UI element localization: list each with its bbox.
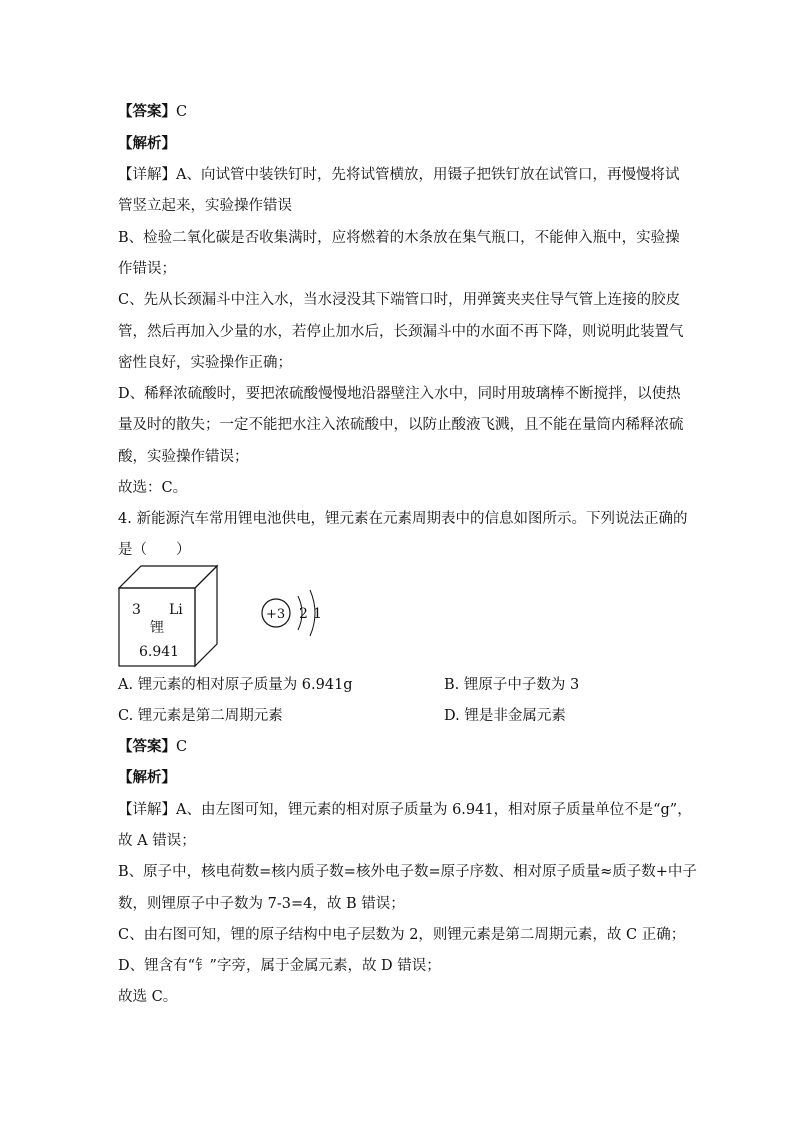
detail2-line: 【详解】A、由左图可知，锂元素的相对原子质量为 6.941，相对原子质量单位不是“g”，: [118, 802, 692, 818]
detail1-line: 【详解】A、向试管中装铁钉时，先将试管横放，用镊子把铁钉放在试管口，再慢慢将试: [118, 167, 680, 183]
question-text: 4. 新能源汽车常用锂电池供电，锂元素在元素周期表中的信息如图所示。下列说法正确的: [118, 511, 688, 527]
detail1-line: 管竖立起来，实验操作错误: [118, 198, 292, 214]
atomic-number: 3: [132, 602, 141, 618]
shell1-electrons: 2: [299, 606, 308, 622]
detail1-line: 管，然后再加入少量的水，若停止加水后，长颈漏斗中的水面不再下降，则说明此装置气: [118, 324, 684, 340]
element-name: 锂: [150, 620, 164, 636]
analysis-title-1: 【解析】: [118, 135, 176, 152]
answer-label: 【答案】: [118, 103, 176, 120]
detail2-line: D、锂含有“钅”字旁，属于金属元素，故 D 错误；: [118, 958, 441, 974]
detail1-line: C、先从长颈漏斗中注入水，当水浸没其下端管口时，用弹簧夹夹住导气管上连接的胶皮: [118, 292, 681, 308]
card-top-face: [119, 566, 217, 588]
shell2-electrons: 1: [313, 606, 322, 622]
answer-label: 【答案】: [118, 738, 176, 755]
nucleus-charge: +3: [266, 607, 286, 622]
detail1-line: D、稀释浓硫酸时，要把浓硫酸慢慢地沿器壁注入水中，同时用玻璃棒不断搅拌，以使热: [118, 386, 681, 402]
option-c: C. 锂元素是第二周期元素: [118, 708, 283, 724]
detail1-line: 酸，实验操作错误；: [118, 449, 249, 465]
detail2-line: 故 A 错误；: [118, 833, 196, 849]
option-d: D. 锂是非金属元素: [444, 708, 566, 724]
element-card-figure: [118, 564, 218, 668]
detail2-line: C、由右图可知，锂的原子结构中电子层数为 2，则锂元素是第二周期元素，故 C 正确；: [118, 927, 686, 943]
detail2-line: 故选 C。: [118, 989, 178, 1005]
question-text: 是（ ）: [118, 542, 191, 558]
detail1-line: 密性良好，实验操作正确；: [118, 355, 292, 371]
atom-structure-figure: [258, 584, 328, 640]
answer-line-1: [118, 102, 187, 122]
answer-value: C: [176, 104, 188, 120]
detail1-line: B、检验二氧化碳是否收集满时，应将燃着的木条放在集气瓶口，不能伸入瓶中，实验操: [118, 230, 680, 246]
option-a: A. 锂元素的相对原子质量为 6.941g: [118, 677, 353, 693]
answer-line-2: [118, 737, 187, 757]
detail1-line: 故选：C。: [118, 480, 188, 496]
detail2-line: 数，则锂原子中子数为 7-3=4，故 B 错误；: [118, 896, 405, 912]
element-symbol: Li: [169, 602, 183, 618]
atomic-mass: 6.941: [139, 644, 180, 660]
detail1-line: 量及时的散失；一定不能把水注入浓硫酸中，以防止酸液飞溅，且不能在量筒内稀释浓硫: [118, 417, 684, 433]
detail2-line: B、原子中，核电荷数=核内质子数=核外电子数=原子序数、相对原子质量≈质子数+中子: [118, 864, 697, 880]
detail1-line: 作错误；: [118, 261, 176, 277]
answer-value: C: [176, 739, 188, 755]
card-side-face: [195, 566, 217, 666]
analysis-title-2: 【解析】: [118, 769, 176, 786]
option-b: B. 锂原子中子数为 3: [444, 677, 580, 693]
